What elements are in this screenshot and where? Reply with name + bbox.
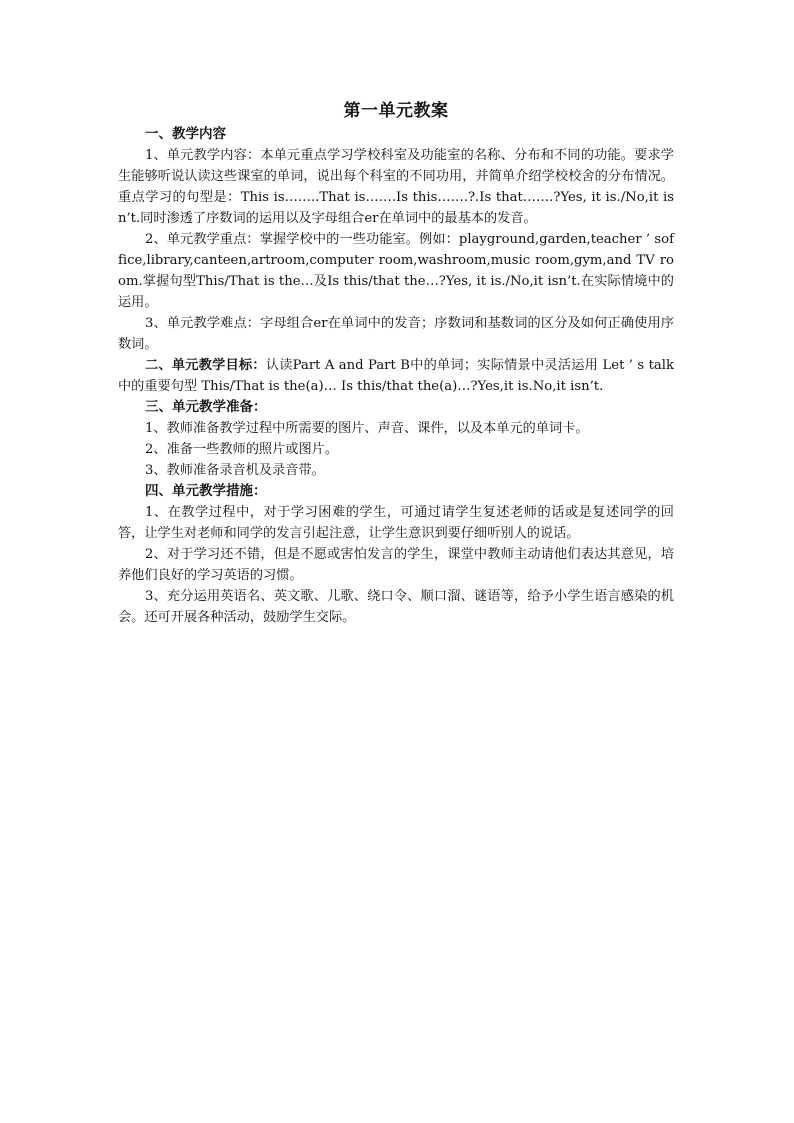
paragraph-preparation-1: 1、教师准备教学过程中所需要的图片、声音、课件，以及本单元的单词卡。 <box>145 421 589 436</box>
unit-goals-text: 认读Part A and Part B中的单词；实际情景中灵活运用 Let ’ s talk 中的重要句型 This/That is the(a)… Is this/that the(a)…?Yes,it is.No,it isn’t. <box>118 358 674 394</box>
paragraph-measures-1: 1、在教学过程中，对于学习困难的学生，可通过请学生复述老师的话或是复述同学的回答，让学生对老师和同学的发言引起注意，让学生意识到要仔细听别人的说话。 <box>118 505 674 541</box>
section-heading-unit-goals: 二、单元教学目标： <box>145 358 266 373</box>
document-title: 第一单元教案 <box>343 101 449 121</box>
paragraph-unit-content: 1、单元教学内容：本单元重点学习学校科室及功能室的名称、分布和不同的功能。要求学生能够听说认读这些课室的单词，说出每个科室的不同功用，并简单介绍学校校舍的分布情况。重点学习的句型是：This is……..That is…….Is this…….?.Is that…….?Yes, it is./No,it isn’t.同时渗透了序数词的运用以及字母组合er在单词中的最基本的发音。 <box>118 148 674 226</box>
paragraph-preparation-3: 3、教师准备录音机及录音带。 <box>145 463 325 478</box>
section-heading-preparation: 三、单元教学准备： <box>145 399 267 415</box>
paragraph-unit-difficulties: 3、单元教学难点：字母组合er在单词中的发音；序数词和基数词的区分及如何正确使用序数词。 <box>118 316 674 352</box>
section-heading-measures: 四、单元教学措施： <box>145 483 267 499</box>
paragraph-unit-key-points: 2、单元教学重点：掌握学校中的一些功能室。例如：playground,garden,teacher ’ soffice,library,canteen,artroom,computer room,washroom,music room,gym,and TV room.掌握句型This/That is the…及Is this/that the…?Yes, it is./No,it isn’t.在实际情境中的运用。 <box>118 232 674 310</box>
paragraph-unit-goals <box>118 355 674 397</box>
document-page <box>118 98 674 628</box>
paragraph-measures-2: 2、对于学习还不错，但是不愿或害怕发言的学生，课堂中教师主动请他们表达其意见，培养他们良好的学习英语的习惯。 <box>118 547 674 583</box>
paragraph-measures-3: 3、充分运用英语名、英文歌、儿歌、绕口令、顺口溜、谜语等，给予小学生语言感染的机会。还可开展各种活动，鼓励学生交际。 <box>118 589 674 625</box>
section-heading-teaching-content: 一、教学内容 <box>145 126 226 142</box>
paragraph-preparation-2: 2、准备一些教师的照片或图片。 <box>145 442 339 457</box>
